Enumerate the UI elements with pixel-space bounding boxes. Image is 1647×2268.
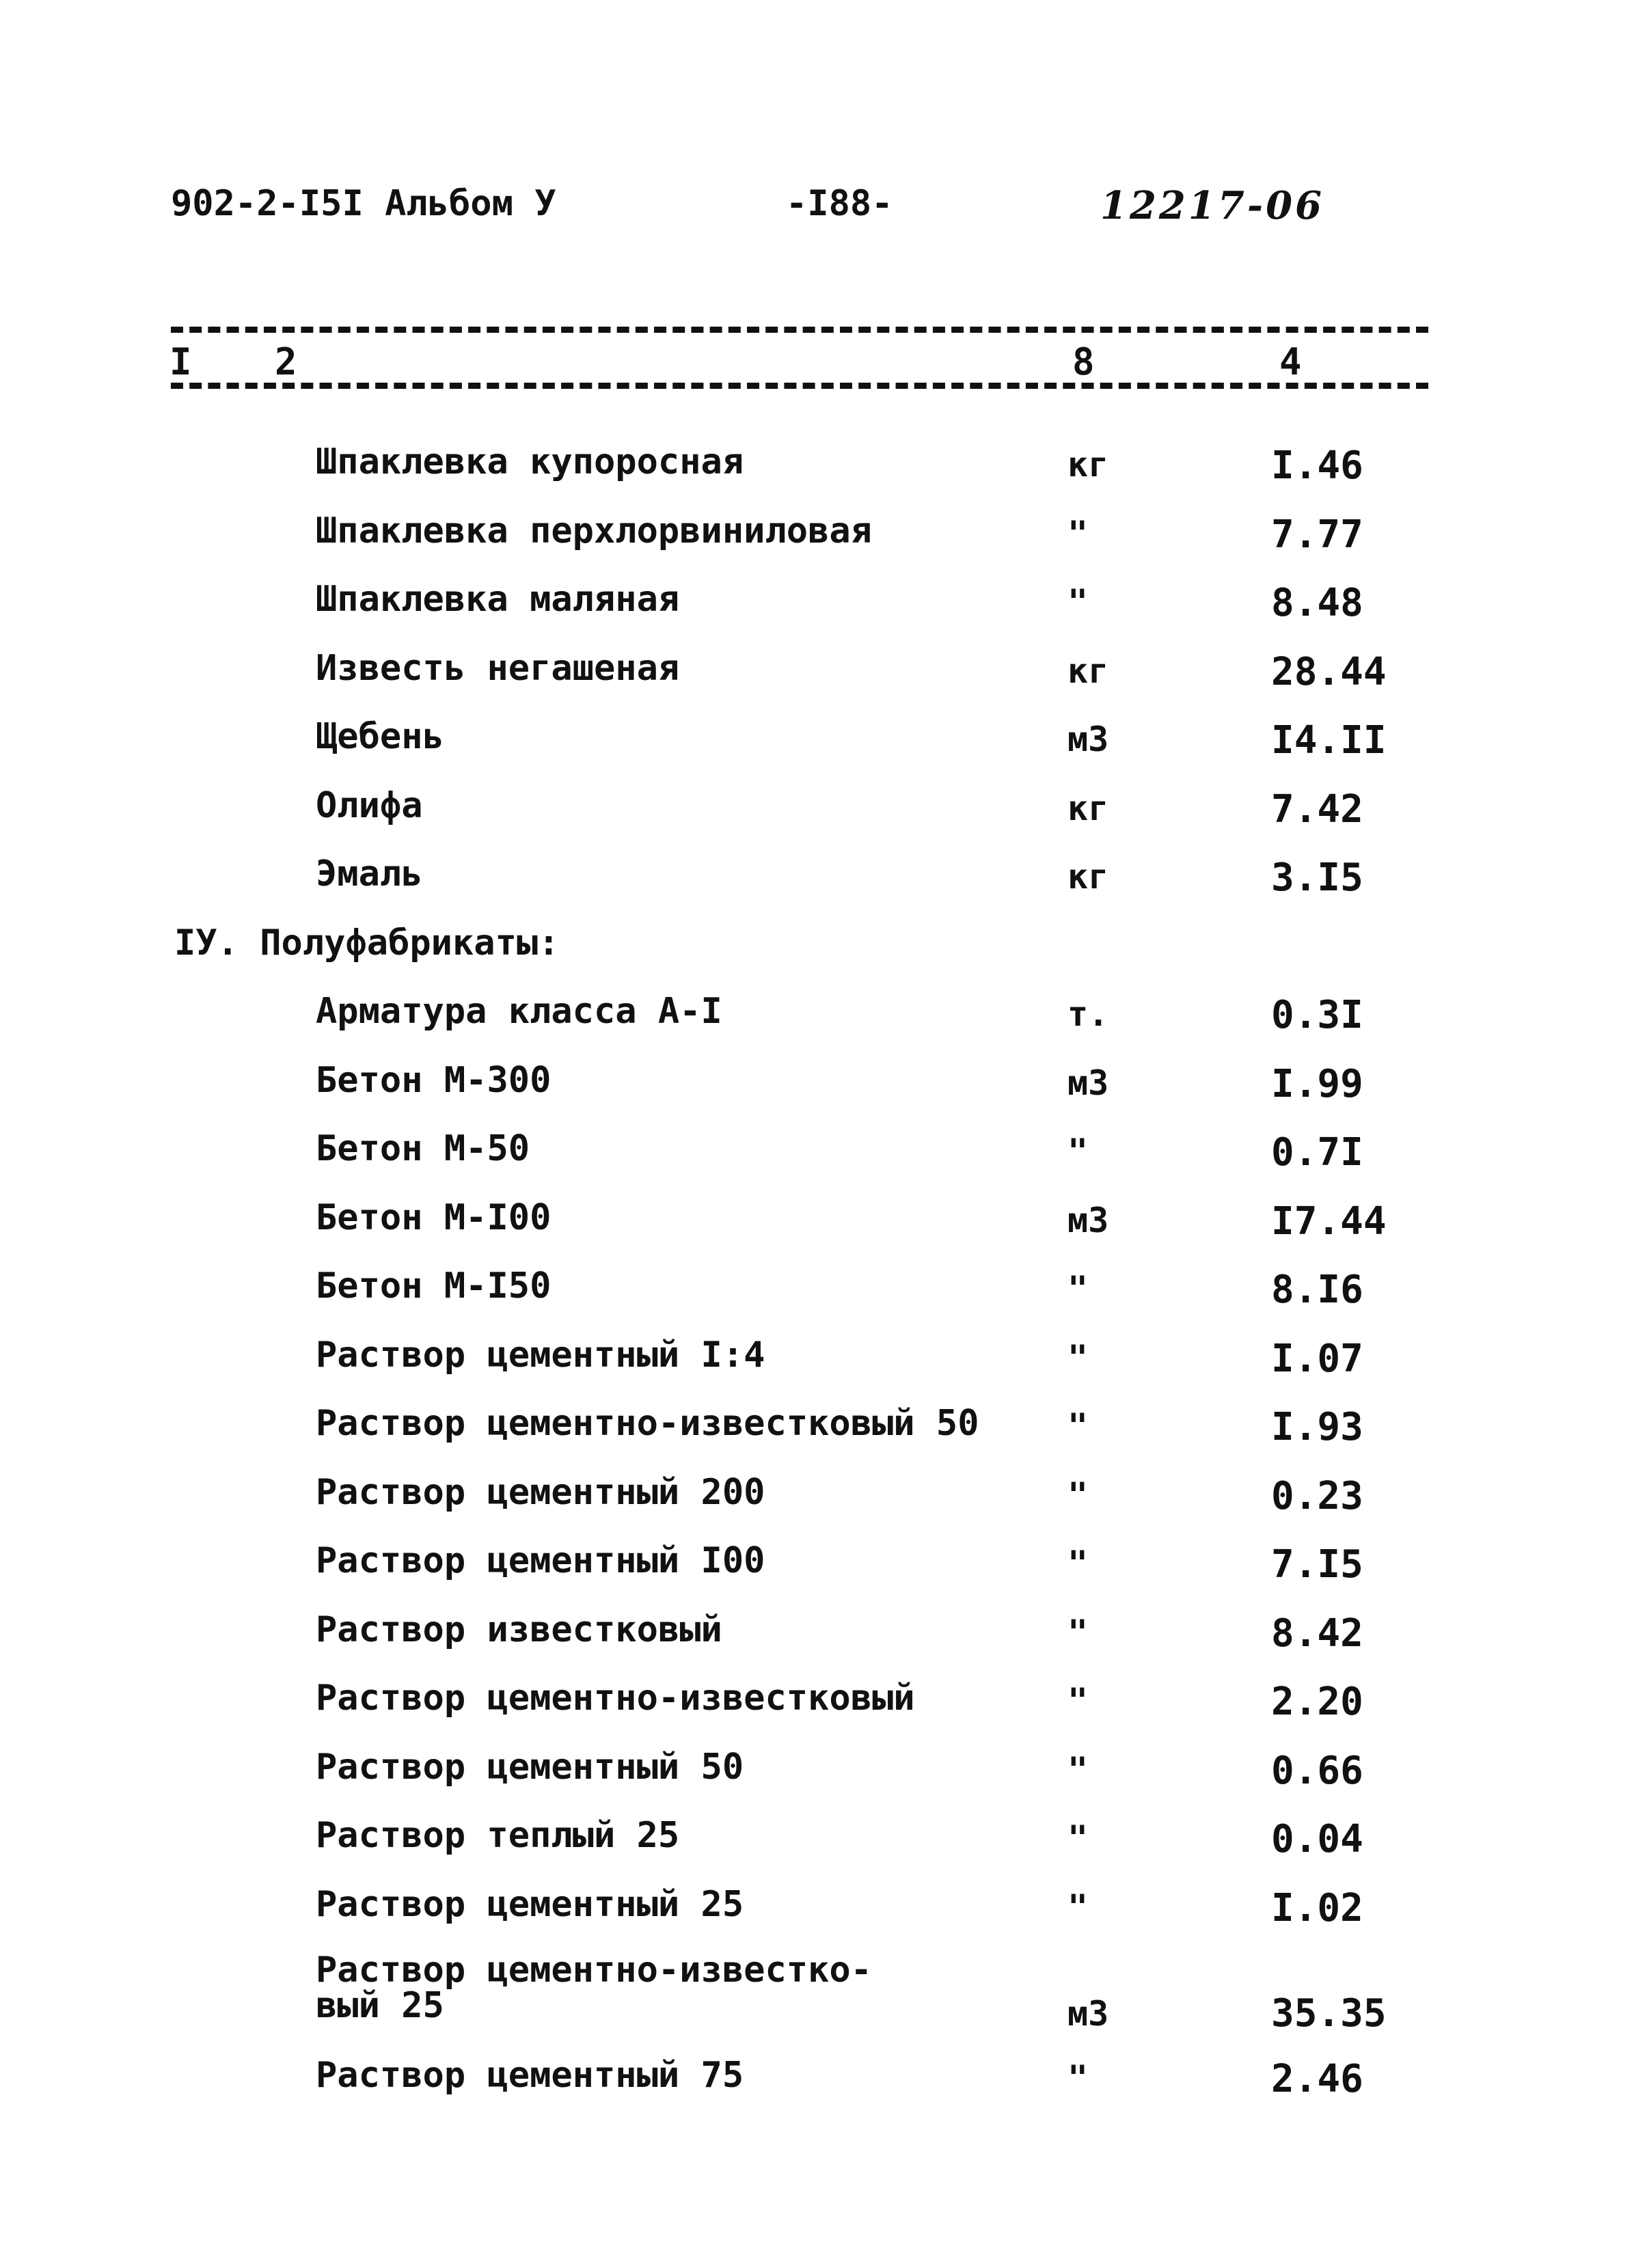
material-name: Известь негашеная [316,647,680,689]
material-name: Бетон М-I00 [316,1197,552,1238]
material-name: Раствор теплый 25 [316,1815,680,1856]
document-code: 902-2-I5I Альбом У [171,183,556,224]
unit-cell: " [1067,1818,1089,1858]
material-name: Раствор цементный 25 [316,1883,744,1925]
material-name: Эмаль [316,853,423,894]
unit-cell: т. [1067,994,1109,1034]
material-name: Раствор цементно-известко- вый 25 [316,1950,872,2026]
table-row [0,1255,1647,1324]
unit-cell: м3 [1067,1994,1109,2034]
material-name: Бетон М-50 [316,1128,530,1169]
column-header-2: 2 [271,342,301,383]
quantity-cell: I.93 [1271,1405,1363,1449]
column-header-1: I [165,342,196,383]
table-row [0,1598,1647,1667]
unit-cell: " [1067,1269,1089,1309]
table-row [0,1392,1647,1461]
table-row [0,1873,1647,1942]
material-name: Раствор цементный 50 [316,1746,744,1788]
table-row [0,568,1647,637]
table-row [0,431,1647,500]
quantity-cell: I.02 [1271,1885,1363,1930]
unit-cell: кг [1067,857,1109,897]
quantity-cell: 0.04 [1271,1817,1363,1861]
unit-cell: " [1067,1681,1089,1721]
unit-cell: " [1067,582,1089,622]
material-name: Раствор цементный I:4 [316,1334,765,1376]
table-row [0,1117,1647,1186]
column-header-4: 4 [1275,342,1306,383]
quantity-cell: 0.23 [1271,1473,1363,1518]
table-row [0,1049,1647,1118]
section-heading-row [0,912,1647,981]
unit-cell: " [1067,1887,1089,1927]
quantity-cell: I.07 [1271,1336,1363,1381]
table-row [0,1186,1647,1255]
quantity-cell: 7.I5 [1271,1542,1363,1587]
material-name: Раствор цементный 75 [316,2055,744,2096]
quantity-cell: 2.46 [1271,2057,1363,2101]
quantity-cell: 0.66 [1271,1748,1363,1793]
material-name: Шпаклевка перхлорвиниловая [316,510,872,551]
unit-cell: кг [1067,788,1109,828]
table-row [0,1804,1647,1873]
quantity-cell: 0.3I [1271,993,1363,1037]
quantity-cell: 7.42 [1271,787,1363,832]
unit-cell: " [1067,513,1089,554]
unit-cell: м3 [1067,1200,1109,1240]
material-name: Олифа [316,784,423,826]
quantity-cell: 8.48 [1271,581,1363,625]
material-name: Раствор цементный I00 [316,1540,765,1581]
table-row [0,774,1647,843]
page-number: -I88- [786,183,893,224]
unit-cell: " [1067,1406,1089,1446]
table-row [0,1461,1647,1530]
unit-cell: " [1067,1749,1089,1790]
unit-cell: м3 [1067,1063,1109,1103]
unit-cell: " [1067,1544,1089,1583]
table-row [0,500,1647,569]
table-row [0,1736,1647,1805]
table-top-rule [171,327,1428,333]
unit-cell: кг [1067,651,1109,691]
unit-cell: " [1067,1475,1089,1515]
material-name: Раствор цементно-известковый 50 [316,1403,979,1444]
unit-cell: " [1067,2058,1089,2098]
quantity-cell: 0.7I [1271,1130,1363,1175]
table-row [0,843,1647,912]
material-name: Раствор цементный 200 [316,1471,765,1513]
unit-cell: м3 [1067,720,1109,759]
quantity-cell: 8.42 [1271,1611,1363,1656]
column-header-3: 8 [1068,342,1099,383]
unit-cell: кг [1067,445,1109,484]
table-row [0,1529,1647,1598]
material-name: Бетон М-300 [316,1059,552,1101]
quantity-cell: I.99 [1271,1061,1363,1106]
quantity-cell: I7.44 [1271,1199,1387,1244]
quantity-cell: 28.44 [1271,649,1387,694]
quantity-cell: 8.I6 [1271,1268,1363,1312]
unit-cell: " [1067,1132,1089,1171]
section-heading: IУ. Полуфабрикаты: [174,922,560,964]
table-row [0,637,1647,706]
quantity-cell: 3.I5 [1271,856,1363,900]
handwritten-stamp: 12217-06 [1100,183,1324,228]
material-name: Раствор цементно-известковый [316,1678,915,1719]
materials-table [0,431,1647,2113]
quantity-cell: I4.II [1271,718,1387,763]
table-row [0,1324,1647,1393]
material-name: Арматура класса А-I [316,991,722,1032]
unit-cell: " [1067,1337,1089,1378]
quantity-cell: 2.20 [1271,1680,1363,1724]
table-row [0,980,1647,1049]
table-row [0,2044,1647,2113]
material-name: Шпаклевка купоросная [316,441,744,482]
table-row [0,1941,1647,2044]
material-name: Бетон М-I50 [316,1266,552,1307]
table-header-rule [171,383,1428,389]
quantity-cell: 35.35 [1271,1991,1387,2036]
quantity-cell: 7.77 [1271,512,1363,557]
quantity-cell: I.46 [1271,443,1363,488]
table-row [0,705,1647,774]
material-name: Раствор известковый [316,1609,722,1650]
unit-cell: " [1067,1612,1089,1652]
table-row [0,1667,1647,1736]
material-name: Шпаклевка маляная [316,579,680,620]
material-name: Щебень [316,716,444,757]
